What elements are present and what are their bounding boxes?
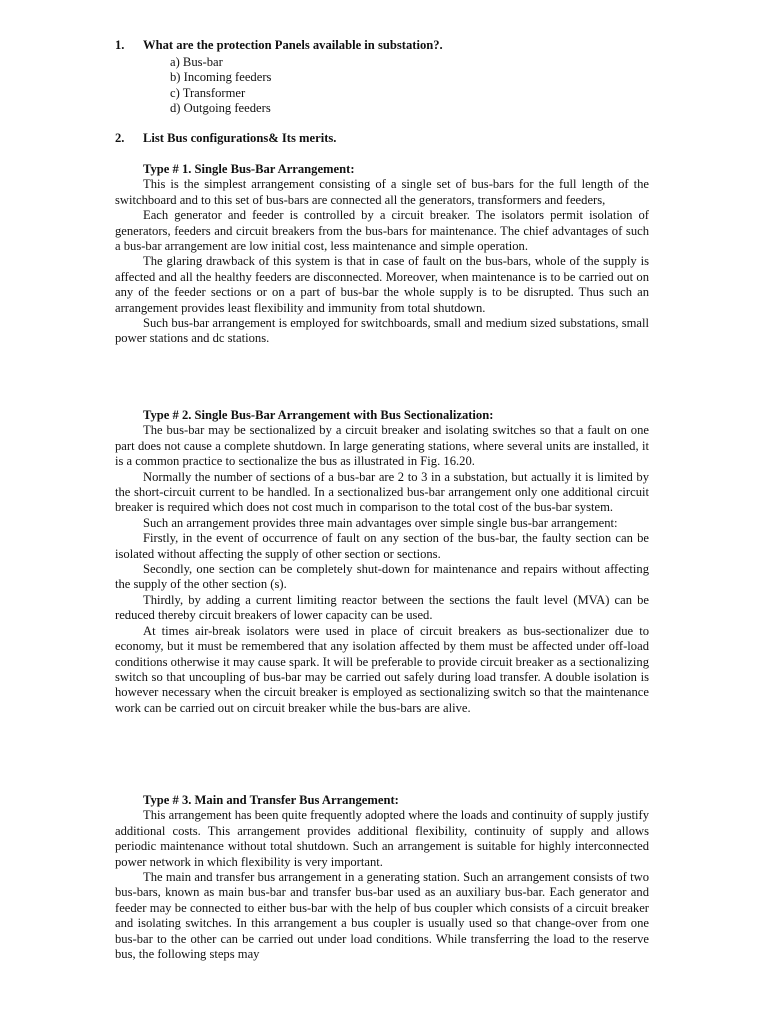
section-bus-sectionalization	[115, 408, 649, 716]
option-item: d) Outgoing feeders	[170, 101, 271, 116]
paragraph: This arrangement has been quite frequently adopted where the loads and continuity of supply justify additional costs. This arrangement provides additional flexibility, continuity of supply and allows periodic maintenance without total shutdown. Such an arrangement is suitable for highly interconnected power network in which flexibility is very important.	[115, 808, 649, 869]
paragraph: Thirdly, by adding a current limiting reactor between the sections the fault level (MVA) can be reduced thereby circuit breakers of lower capacity can be used.	[115, 592, 649, 623]
paragraph: Secondly, one section can be completely shut-down for maintenance and repairs without affecting the supply of the other section (s).	[115, 562, 649, 592]
question-number: 1.	[115, 38, 125, 52]
section-heading: Type # 2. Single Bus-Bar Arrangement with Bus Sectionalization:	[143, 408, 494, 422]
paragraph: Firstly, in the event of occurrence of fault on any section of the bus-bar, the faulty section can be isolated without affecting the supply of other section or sections.	[115, 531, 649, 561]
section-single-bus-bar	[115, 162, 649, 347]
paragraph: Such an arrangement provides three main advantages over simple single bus-bar arrangement:	[143, 515, 618, 530]
paragraph: Normally the number of sections of a bus-bar are 2 to 3 in a substation, but actually it is limited by the short-circuit current to be handled. In a sectionalized bus-bar arrangement only one additional circuit breaker is required which does not cost much in comparison to the total cost of the bus-bar system.	[115, 469, 649, 515]
paragraph: The main and transfer bus arrangement in a generating station. Such an arrangement consists of two bus-bars, known as main bus-bar and transfer bus-bar used as an auxiliary bus-bar. Each generator and feeder may be connected to either bus-bar with the help of bus coupler which consists of a circuit breaker and isolating switches. In this arrangement a bus coupler is usually used so that change-over from one bus-bar to the other can be carried out under load conditions. While transferring the load to the reserve bus, the following steps may	[115, 870, 649, 962]
section-heading: Type # 3. Main and Transfer Bus Arrangement:	[143, 793, 399, 807]
question-text: List Bus configurations& Its merits.	[143, 131, 337, 145]
answer-options	[170, 55, 271, 117]
section-heading: Type # 1. Single Bus-Bar Arrangement:	[143, 162, 355, 176]
paragraph: Such bus-bar arrangement is employed for switchboards, small and medium sized substations, small power stations and dc stations.	[115, 316, 649, 346]
paragraph: Each generator and feeder is controlled by a circuit breaker. The isolators permit isolation of generators, feeders and circuit breakers from the bus-bars for maintenance. The chief advantages of such a bus-bar arrangement are low initial cost, less maintenance and simple operation.	[115, 208, 649, 254]
paragraph: At times air-break isolators were used in place of circuit breakers as bus-sectionalizer due to economy, but it must be remembered that any isolation affected by them must be affected under off-load conditions otherwise it may cause spark. It will be preferable to provide circuit breaker as a sectionalizing switch so that uncoupling of bus-bar may be carried out safely during load transfer. A double isolation is however necessary when the circuit breaker is employed as sectionalizing switch so that the maintenance work can be carried out on circuit breaker while the bus-bars are alive.	[115, 623, 649, 715]
paragraph: The glaring drawback of this system is that in case of fault on the bus-bars, whole of the supply is affected and all the healthy feeders are disconnected. Moreover, when maintenance is to be carried out on any of the feeder sections or on a part of bus-bar the whole supply is to be disrupted. Thus such an arrangement provides least flexibility and immunity from total shutdown.	[115, 254, 649, 315]
paragraph: This is the simplest arrangement consisting of a single set of bus-bars for the full length of the switchboard and to this set of bus-bars are connected all the generators, transformers and feeders,	[115, 177, 649, 207]
question-number: 2.	[115, 131, 125, 145]
option-item: a) Bus-bar	[170, 55, 223, 69]
question-text: What are the protection Panels available in substation?.	[143, 38, 443, 52]
option-item: b) Incoming feeders	[170, 70, 272, 85]
paragraph: The bus-bar may be sectionalized by a circuit breaker and isolating switches so that a fault on one part does not cause a complete shutdown. In large generating stations, where several units are installed, it is a common practice to sectionalize the bus as illustrated in Fig. 16.20.	[115, 423, 649, 469]
section-main-transfer-bus	[115, 793, 649, 962]
option-item: c) Transformer	[170, 85, 246, 100]
